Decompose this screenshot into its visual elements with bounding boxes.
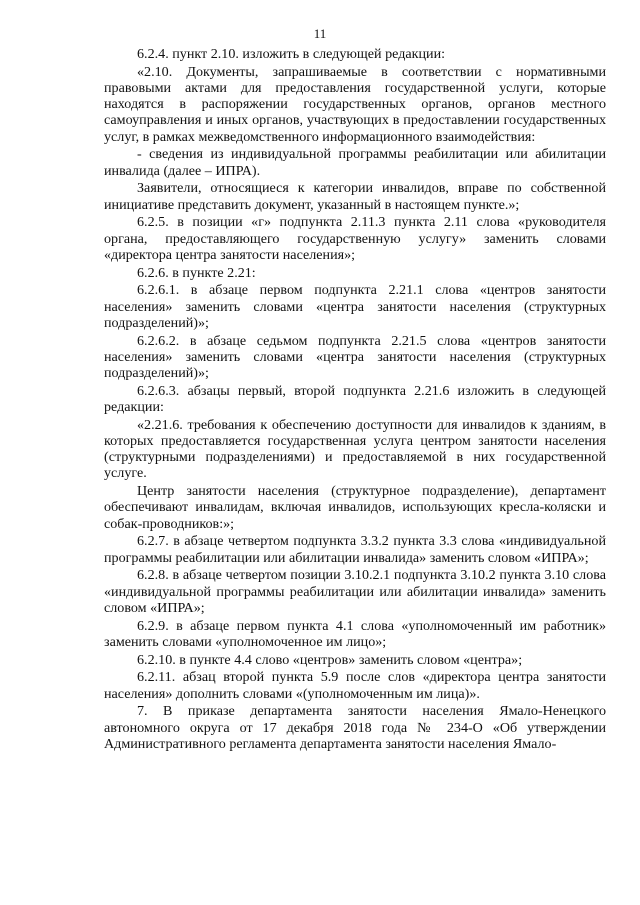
paragraph-employment-center: Центр занятости населения (структурное подразделение), департамент обеспечивают инвалидам, включая инвалидов, использующих кресла-коляски и собак-проводников:»; — [104, 483, 606, 532]
paragraph-6-2-5: 6.2.5. в позиции «г» подпункта 2.11.3 пункта 2.11 слова «руководителя органа, предоставляющего государственную услугу» заменить словами «директора центра занятости населения»; — [104, 214, 606, 263]
document-body — [104, 46, 606, 754]
paragraph-6-2-10: 6.2.10. в пункте 4.4 слово «центров» заменить словом «центра»; — [137, 651, 523, 668]
paragraph-6-2-6-3: 6.2.6.3. абзацы первый, второй подпункта 2.21.6 изложить в следующей редакции: — [104, 382, 606, 416]
paragraph-2-10-text: «2.10. Документы, запрашиваемые в соответствии с нормативными правовыми актами для предоставления государственной услуги, которые находятся в распоряжении государственных органов, органов местного самоуправления и иных органов, участвующих в предоставлении государственных услуг, в рамках межведомственного информационного взаимодействия: — [104, 63, 606, 145]
paragraph-6-2-9: 6.2.9. в абзаце первом пункта 4.1 слова «уполномоченный им работник» заменить словами «уполномоченное им лицо»; — [104, 617, 606, 650]
paragraph-6-2-7: 6.2.7. в абзаце четвертом подпункта 3.3.2 пункта 3.3 слова «индивидуальной программы реабилитации или абилитации инвалида» заменить словом «ИПРА»; — [104, 533, 606, 566]
paragraph-6-2-6: 6.2.6. в пункте 2.21: — [137, 264, 256, 281]
paragraph-ipra-item: - сведения из индивидуальной программы реабилитации или абилитации инвалида (далее – ИПРА). — [104, 146, 606, 179]
page-number: 11 — [313, 26, 327, 41]
paragraph-6-2-6-2: 6.2.6.2. в абзаце седьмом подпункта 2.21.5 слова «центров занятости населения» заменить словами «центра занятости населения (структурных подразделений)»; — [104, 332, 606, 382]
paragraph-6-2-6-1: 6.2.6.1. в абзаце первом подпункта 2.21.1 слова «центров занятости населения» заменить словами «центра занятости населения (структурных подразделений)»; — [104, 282, 606, 331]
paragraph-6-2-4: 6.2.4. пункт 2.10. изложить в следующей редакции: — [137, 46, 446, 62]
paragraph-applicants: Заявители, относящиеся к категории инвалидов, вправе по собственной инициативе представить документ, указанный в настоящем пункте.»; — [104, 180, 606, 213]
paragraph-2-21-6-text: «2.21.6. требования к обеспечению доступности для инвалидов к зданиям, в которых предоставляется государственная услуга центром занятости населения (структурными подразделениями) и предоставляемой в них государственной услуге. — [104, 416, 606, 482]
paragraph-6-2-11: 6.2.11. абзац второй пункта 5.9 после слов «директора центра занятости населения» дополнить словами «(уполномоченным им лица)». — [104, 669, 606, 702]
paragraph-7: 7. В приказе департамента занятости населения Ямало-Ненецкого автономного округа от 17 декабря 2018 года № 234-О «Об утверждении Административного регламента департамента занятости населения Ямало- — [104, 703, 606, 752]
paragraph-6-2-8: 6.2.8. в абзаце четвертом позиции 3.10.2.1 подпункта 3.10.2 пункта 3.10 слова «индивидуальной программы реабилитации или абилитации инвалида» заменить словом «ИПРА»; — [104, 567, 606, 616]
